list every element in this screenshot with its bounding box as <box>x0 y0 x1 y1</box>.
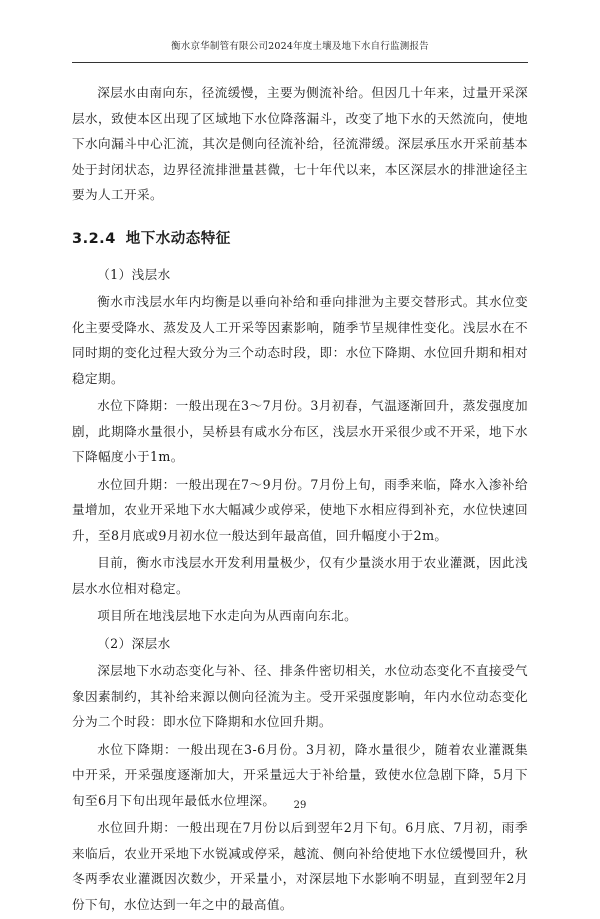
subhead-deep-water: （2）深层水 <box>97 635 171 651</box>
header-divider <box>72 62 528 63</box>
section-heading-3-2-4 <box>72 226 528 252</box>
paragraph-water-level-rise: 水位回升期：一般出现在7～9月份。7月份上旬，雨季来临，降水入渗补给量增加，农业开采地下水大幅减少或停采，使地下水相应得到补充，水位快速回升，至8月底或9月初水位一般达到年最高值，回升幅度小于2m。 <box>72 476 528 543</box>
subhead-shallow-water: （1）浅层水 <box>97 266 171 282</box>
paragraph-water-level-decline: 水位下降期：一般出现在3～7月份。3月初春，气温逐渐回升，蒸发强度加剧，此期降水量很小，吴桥县有咸水分布区，浅层水开采很少或不开采，地下水下降幅度小于1m。 <box>72 398 528 464</box>
document-body <box>72 80 528 919</box>
page-number: 29 <box>293 800 307 811</box>
paragraph-shallow-exploitation: 目前，衡水市浅层水开发利用量极少，仅有少量淡水用于农业灌溉，因此浅层水水位相对稳定。 <box>72 555 528 596</box>
paragraph-shallow-flow-direction: 项目所在地浅层地下水走向为从西南向东北。 <box>97 608 358 623</box>
page-header: 衡水京华制管有限公司2024年度土壤及地下水自行监测报告 <box>171 41 429 52</box>
section-number: 3.2.4 <box>72 230 116 247</box>
paragraph-deep-decline: 水位下降期：一般出现在3-6月份。3月初，降水量很少，随着农业灌溉集中开采，开采强度逐渐加大，开采量远大于补给量，致使水位急剧下降，5月下旬至6月下旬出现年最低水位埋深。 <box>72 741 528 808</box>
paragraph-deep-dynamic: 深层地下水动态变化与补、径、排条件密切相关，水位动态变化不直接受气象因素制约，其补给来源以侧向径流为主。受开采强度影响，年内水位动态变化分为二个时段：即水位下降期和水位回升期。 <box>72 663 528 729</box>
paragraph-deep-rise: 水位回升期：一般出现在7月份以后到翌年2月下旬。6月底、7月初，雨季来临后，农业开采地下水锐减或停采，越流、侧向补给使地下水位缓慢回升，秋冬两季农业灌溉因次数少，开采量小，对深层地下水影响不明显，直到翌年2月份下旬，水位达到一年之中的最高值。 <box>72 820 528 912</box>
section-title: 地下水动态特征 <box>125 230 231 247</box>
paragraph-shallow-balance: 衡水市浅层水年内均衡是以垂向补给和垂向排泄为主要交替形式。其水位变化主要受降水、蒸发及人工开采等因素影响，随季节呈规律性变化。浅层水在不同时期的变化过程大致分为三个动态时段，即：水位下降期、水位回升期和相对稳定期。 <box>72 294 528 386</box>
paragraph-deep-groundwater-flow: 深层水由南向东，径流缓慢，主要为侧流补给。但因几十年来，过量开采深层水，致使本区出现了区域地下水位降落漏斗，改变了地下水的天然流向，使地下水向漏斗中心汇流，其次是侧向径流补给，径流滞缓。深层承压水开采前基本处于封闭状态，边界径流排泄量甚微，七十年代以来，本区深层水的排泄途径主要为人工开采。 <box>72 85 528 202</box>
